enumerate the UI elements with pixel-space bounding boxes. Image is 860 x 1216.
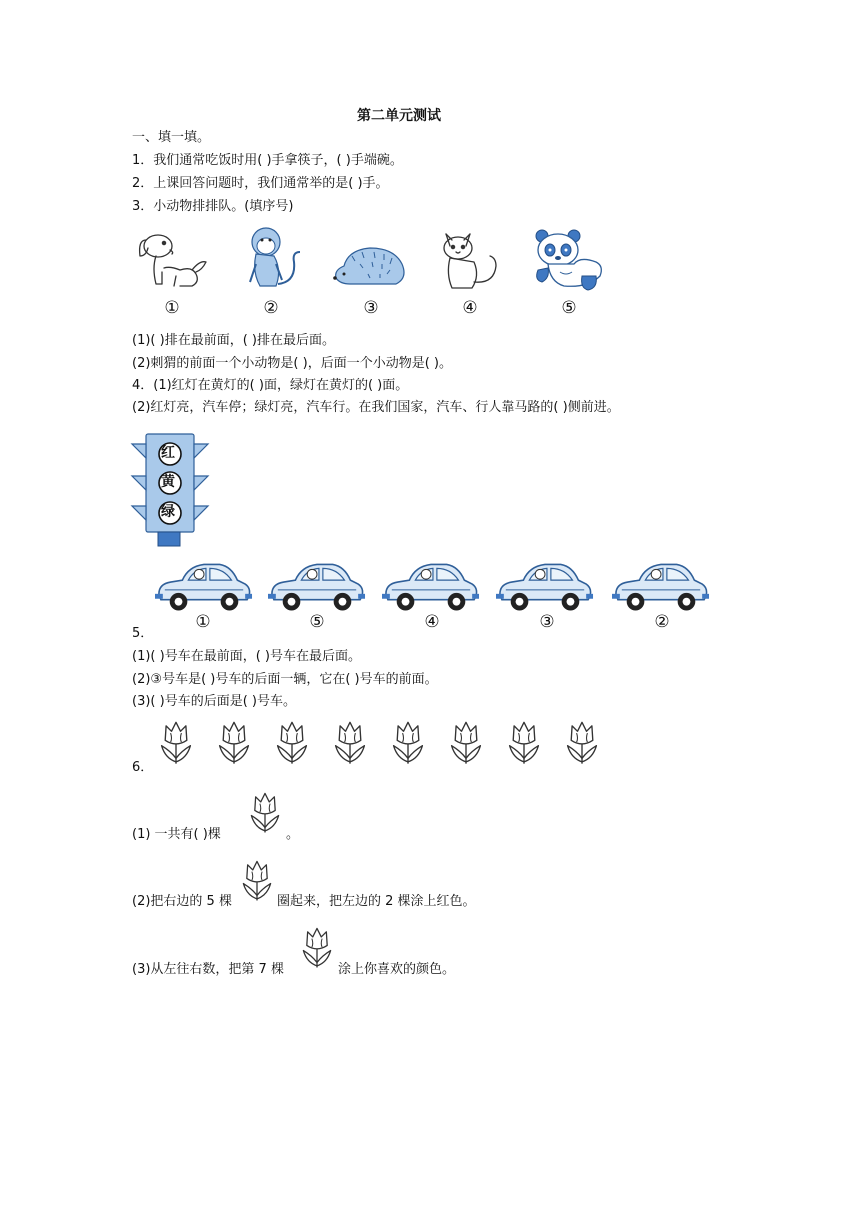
question-6-2-start: (2)把右边的 5 棵 xyxy=(132,894,232,909)
monkey-icon xyxy=(242,224,312,296)
tulip-icon xyxy=(274,718,310,768)
animal-label-4: ④ xyxy=(462,298,478,318)
car-label-5: ② xyxy=(654,612,670,632)
animal-label-3: ③ xyxy=(363,298,379,318)
car-label-4: ③ xyxy=(539,612,555,632)
panda-icon xyxy=(530,226,610,296)
animal-label-1: ① xyxy=(164,298,180,318)
tulip-icon xyxy=(448,718,484,768)
car-icon xyxy=(496,558,594,614)
question-6: 6． xyxy=(132,760,154,775)
tulip-icon xyxy=(564,718,600,768)
section-heading: 一、填一填。 xyxy=(132,130,211,145)
question-5-2: (2)③号车是( )号车的后面一辆，它在( )号车的前面。 xyxy=(132,672,438,687)
car-label-1: ① xyxy=(195,612,211,632)
question-3-1: (1)( )排在最前面，( )排在最后面。 xyxy=(132,333,335,348)
cat-icon xyxy=(436,226,506,296)
car-icon xyxy=(155,558,253,614)
question-5: 5． xyxy=(132,626,154,641)
question-6-3-end: 涂上你喜欢的颜色。 xyxy=(338,962,456,977)
car-icon xyxy=(268,558,366,614)
tulip-icon xyxy=(248,790,282,836)
tulip-icon xyxy=(332,718,368,768)
question-1: 1．我们通常吃饭时用( )手拿筷子，( )手端碗。 xyxy=(132,153,403,168)
car-label-3: ④ xyxy=(424,612,440,632)
animal-label-5: ⑤ xyxy=(561,298,577,318)
question-4-1: 4．(1)红灯在黄灯的( )面，绿灯在黄灯的( )面。 xyxy=(132,378,409,393)
tulip-icon xyxy=(390,718,426,768)
yellow-light-label: 黄 xyxy=(161,474,175,490)
question-3-2: (2)刺猬的前面一个小动物是( )，后面一个小动物是( )。 xyxy=(132,356,452,371)
tulip-icon xyxy=(158,718,194,768)
question-5-1: (1)( )号车在最前面，( )号车在最后面。 xyxy=(132,649,361,664)
question-4-2: (2)红灯亮，汽车停；绿灯亮，汽车行。在我们国家，汽车、行人靠马路的( )侧前进。 xyxy=(132,400,620,415)
question-6-3-start: (3)从左往右数，把第 7 棵 xyxy=(132,962,284,977)
question-6-2-end: 圈起来，把左边的 2 棵涂上红色。 xyxy=(277,894,476,909)
car-icon xyxy=(612,558,710,614)
tulip-icon xyxy=(240,858,274,904)
tulip-icon xyxy=(300,925,334,971)
dog-icon xyxy=(134,226,214,296)
car-icon xyxy=(382,558,480,614)
animal-label-2: ② xyxy=(263,298,279,318)
hedgehog-icon xyxy=(330,244,410,296)
page-title: 第二单元测试 xyxy=(357,108,441,124)
question-5-3: (3)( )号车的后面是( )号车。 xyxy=(132,694,296,709)
question-3: 3．小动物排排队。(填序号) xyxy=(132,199,294,214)
tulip-icon xyxy=(506,718,542,768)
question-6-1-end: 。 xyxy=(286,827,300,842)
car-label-2: ⑤ xyxy=(309,612,325,632)
question-6-1-start: (1) 一共有( )棵 xyxy=(132,827,221,842)
question-2: 2．上课回答问题时，我们通常举的是( )手。 xyxy=(132,176,389,191)
tulip-icon xyxy=(216,718,252,768)
red-light-label: 红 xyxy=(161,445,175,461)
green-light-label: 绿 xyxy=(161,504,175,520)
